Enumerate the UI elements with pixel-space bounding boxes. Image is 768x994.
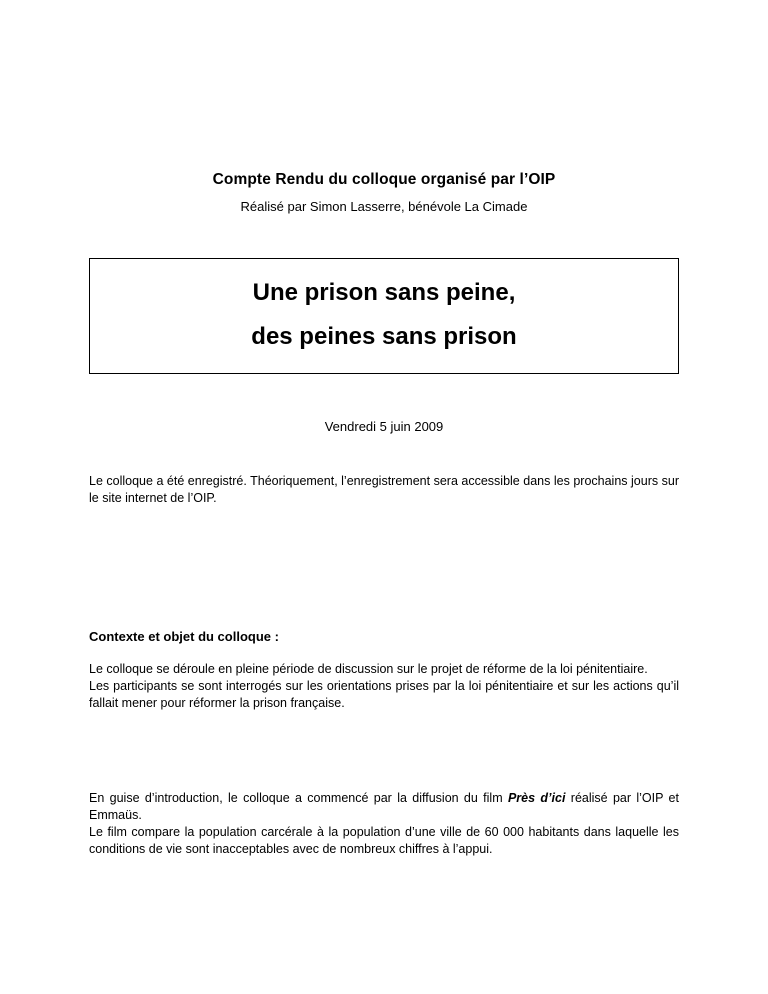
title-box-line-1: Une prison sans peine, [252,279,516,306]
section-heading-context: Contexte et objet du colloque : [89,628,279,644]
title-box [89,258,679,374]
paragraph-context-1: Le colloque se déroule en pleine période de discussion sur le projet de réforme de la loi pénitentiaire. [89,661,648,676]
paragraph-intro-after: réalisé par l’OIP et Emmaüs. [89,791,679,823]
paragraph-context-2: Les participants se sont interrogés sur les orientations prises par la loi pénitentiaire et sur les actions qu’il fallait mener pour réformer la prison française. [89,678,679,710]
film-title: Près d’ici [507,791,566,806]
title-box-line-2: des peines sans prison [251,323,517,350]
paragraph-intro-before: En guise d’introduction, le colloque a commencé par la diffusion du film [89,791,508,806]
paragraph-recording: Le colloque a été enregistré. Théoriquement, l’enregistrement sera accessible dans les prochains jours sur le site internet de l’OIP. [89,474,679,505]
page-subtitle: Réalisé par Simon Lasserre, bénévole La Cimade [240,199,528,214]
paragraph-intro [89,711,679,824]
event-date: Vendredi 5 juin 2009 [324,419,444,434]
page-title: Compte Rendu du colloque organisé par l’OIP [212,171,556,188]
paragraph-film-description: Le film compare la population carcérale à la population d’une ville de 60 000 habitants dans laquelle les conditions de vie sont inacceptables avec de nombreux chiffres à l’appui. [89,825,679,856]
